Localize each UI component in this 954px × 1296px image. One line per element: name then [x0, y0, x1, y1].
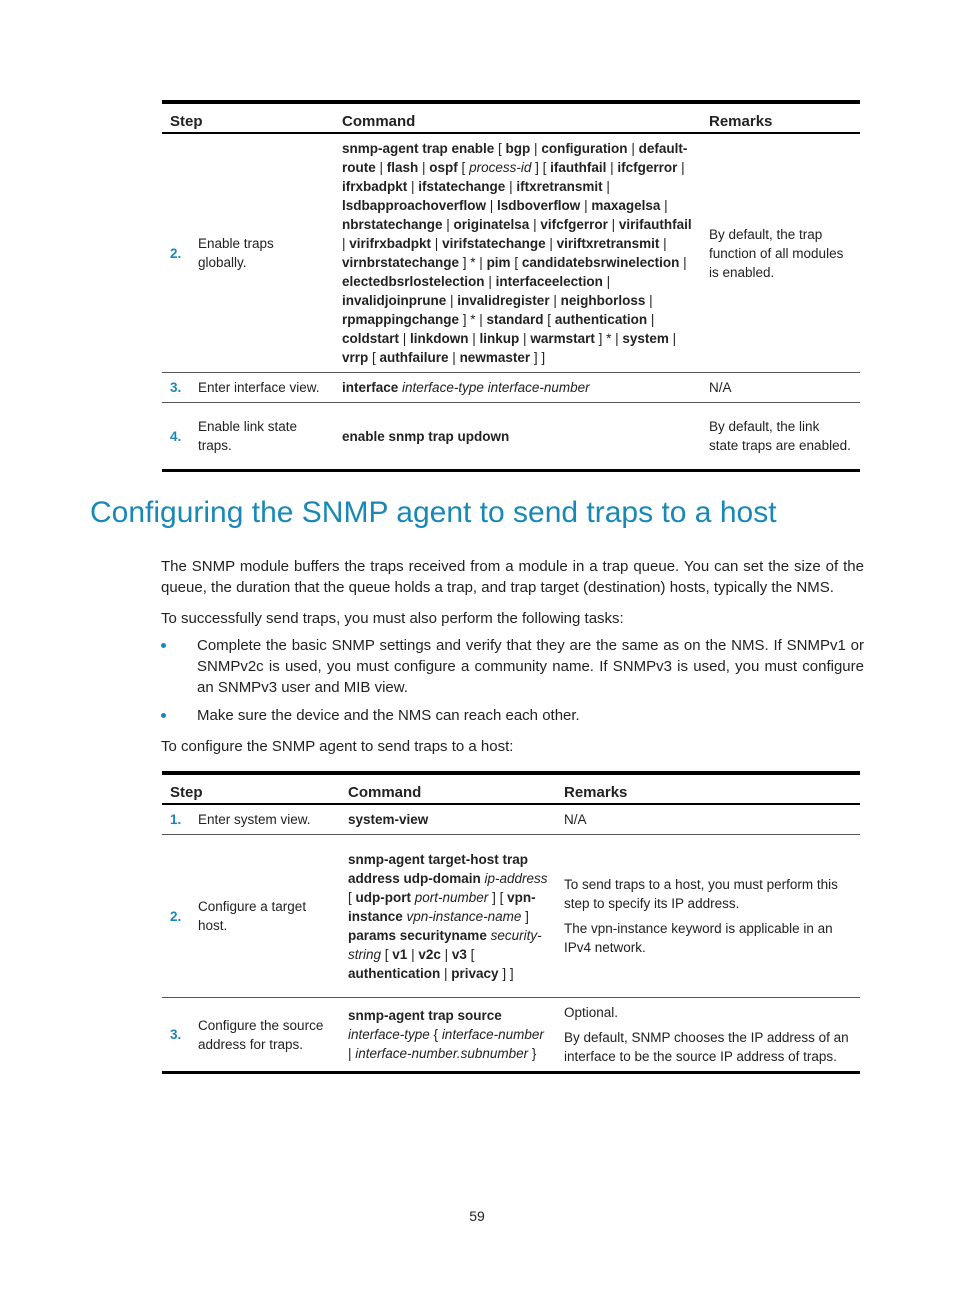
header-remarks: Remarks: [556, 773, 860, 804]
table-header-row: [162, 102, 860, 133]
header-command: Command: [340, 773, 556, 804]
trap-host-table: [162, 771, 860, 1074]
table-header-row: [162, 773, 860, 804]
trap-commands-table: [162, 100, 860, 472]
step-description: Configure the source address for traps.: [198, 1017, 324, 1052]
table-row: [162, 804, 860, 835]
header-step: Step: [162, 773, 340, 804]
tasks-intro: To successfully send traps, you must also perform the following tasks:: [161, 610, 624, 627]
remarks-cell: N/A: [701, 373, 860, 403]
command-cell: enable snmp trap updown: [334, 403, 701, 471]
header-step: Step: [162, 102, 334, 133]
step-number: 4.: [170, 428, 182, 444]
remarks-cell: By default, the trap function of all modules is enabled.: [701, 133, 860, 373]
step-description: Configure a target host.: [198, 899, 307, 933]
page-number: 59: [469, 1208, 485, 1224]
command-cell: snmp-agent target-host trap address udp-domain ip-address [ udp-port port-number ] [ vpn-instance vpn-instance-name ] params securityname security-string [ v1 | v2c | v3 [ authentication | privacy ] ]: [340, 835, 556, 998]
section-heading: Configuring the SNMP agent to send traps to a host: [90, 496, 777, 529]
remarks-cell: Optional. By default, SNMP chooses the IP address of an interface to be the source IP address of traps.: [556, 998, 860, 1073]
command-cell: system-view: [340, 804, 556, 835]
table-row: [162, 403, 860, 471]
step-number: 2.: [170, 908, 182, 924]
task-list: [161, 635, 864, 733]
bullet-icon: [161, 643, 166, 648]
step-description: Enable link state traps.: [198, 419, 298, 453]
procedure-intro: To configure the SNMP agent to send traps to a host:: [161, 738, 514, 755]
step-number: 1.: [170, 812, 182, 827]
step-description: Enter interface view.: [198, 380, 320, 395]
step-number: 3.: [170, 1027, 182, 1042]
command-cell: snmp-agent trap source interface-type { interface-number | interface-number.subnumber }: [340, 998, 556, 1073]
step-description: Enable traps globally.: [198, 236, 274, 270]
step-description: Enter system view.: [198, 812, 311, 827]
table-row: [162, 373, 860, 403]
command-cell: snmp-agent trap enable [ bgp | configuration | default-route | flash | ospf [ process-id ] [ ifauthfail | ifcfgerror | ifrxbadpkt | ifstatechange | iftxretransmit | lsdbapproachoverflow | lsdboverflow | maxagelsa | nbrstatechange | originatelsa | vifcfgerror | virifauthfail | virifrxbadpkt | virifstatechange | viriftxretransmit | virnbrstatechange ] * | pim [ candidatebsrwinelection | electedbsrlostelection | interfaceelection | invalidjoinprune | invalidregister | neighborloss | rpmappingchange ] * | standard [ authentication | coldstart | linkdown | linkup | warmstart ] * | system | vrrp [ authfailure | newmaster ] ]: [334, 133, 701, 373]
remarks-cell: By default, the link state traps are enabled.: [701, 403, 860, 471]
remarks-cell: N/A: [556, 804, 860, 835]
step-number: 2.: [170, 245, 182, 261]
table-row: [162, 835, 860, 998]
list-item: Complete the basic SNMP settings and verify that they are the same as on the NMS. If SNMPv1 or SNMPv2c is used, you must configure a community name. If SNMPv3 is used, you must configure an SNMPv3 user and MIB view.: [161, 635, 864, 698]
step-number: 3.: [170, 380, 182, 395]
bullet-icon: [161, 713, 166, 718]
command-cell: interface interface-type interface-number: [334, 373, 701, 403]
list-item: Make sure the device and the NMS can reach each other.: [161, 705, 864, 726]
header-command: Command: [334, 102, 701, 133]
header-remarks: Remarks: [701, 102, 860, 133]
remarks-cell: To send traps to a host, you must perform this step to specify its IP address. The vpn-instance keyword is applicable in an IPv4 network.: [556, 835, 860, 998]
intro-paragraph: The SNMP module buffers the traps received from a module in a trap queue. You can set the size of the queue, the duration that the queue holds a trap, and trap target (destination) hosts, typically the NMS.: [161, 558, 864, 596]
table-row: [162, 133, 860, 373]
table-row: [162, 998, 860, 1073]
